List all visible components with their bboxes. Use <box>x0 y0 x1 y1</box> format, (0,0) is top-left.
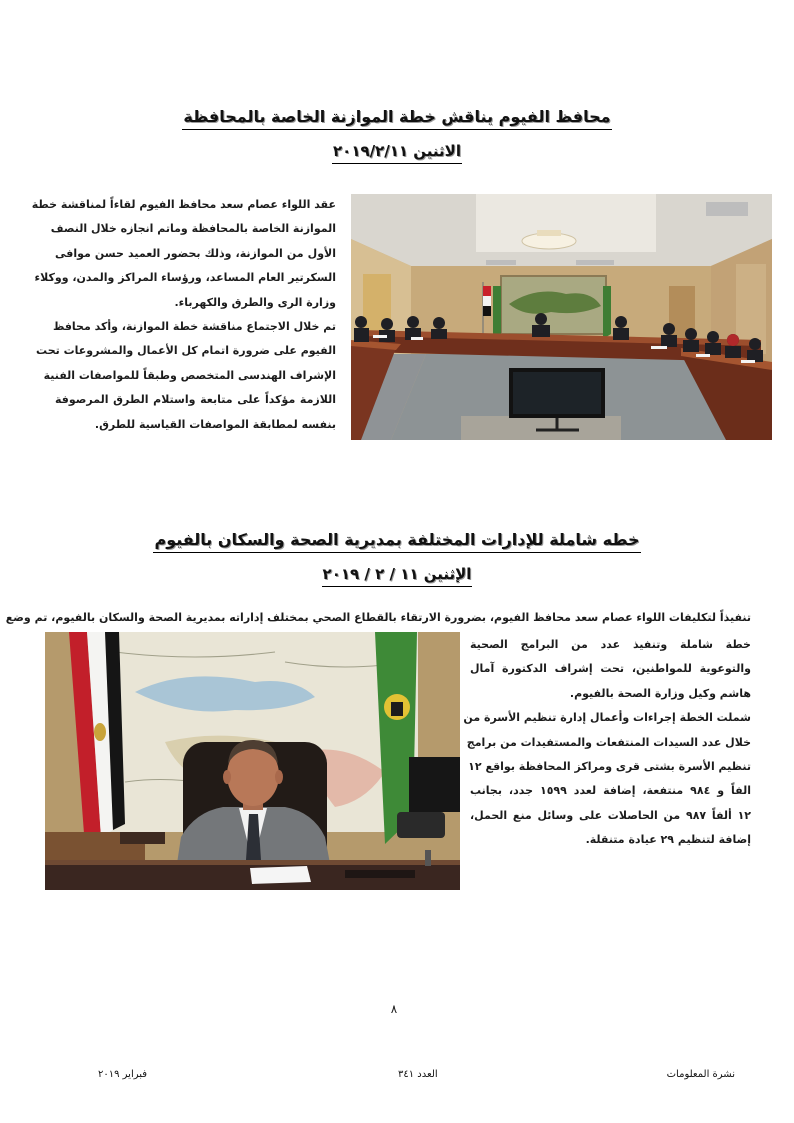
article-1-body <box>31 193 336 437</box>
article-1-line: بنفسه لمطابقة المواصفات القياسية للطرق. <box>94 417 336 431</box>
article-1-title-row <box>0 106 794 130</box>
article-1-line: السكرتير العام المساعد، ورؤساء المراكز والمدن، ووكلاء <box>34 271 336 285</box>
air-vent <box>486 260 516 265</box>
article-2-date-row <box>0 563 794 587</box>
egypt-flag-white <box>483 296 491 306</box>
footer-month: فبراير ٢٠١٩ <box>98 1069 148 1080</box>
green-flag-emblem-center <box>391 702 403 716</box>
article-2-line: خلال عدد السيدات المنتفعات والمستفيدات من برامج <box>466 735 751 749</box>
article-1-title: محافظ الفيوم يناقش خطة الموازنة الخاصة بالمحافظة <box>182 106 611 130</box>
pen-holder <box>425 850 431 866</box>
governor-office-photo <box>45 632 460 890</box>
article-1-date-row <box>0 140 794 164</box>
footer-publication: نشرة المعلومات <box>666 1069 735 1080</box>
monitor-screen <box>513 372 601 414</box>
egypt-flag-eagle <box>94 723 106 741</box>
article-2-title: خطه شاملة للإدارات المختلفة بمديرية الصحة والسكان بالفيوم <box>153 529 640 553</box>
chandelier-top <box>537 230 561 236</box>
meeting-room-photo <box>351 194 772 440</box>
article-2-line: الفاً و ٩٨٤ منتفعة، إضافة لعدد ١٥٩٩ جدد، بجانب <box>470 784 751 798</box>
article-2-line: تنظيم الأسرة بشتى قرى ومراكز المحافظة بواقع ١٢ <box>468 759 751 773</box>
page-number: ٨ <box>390 1002 398 1016</box>
article-1-line: عقد اللواء عصام سعد محافظ الفيوم لقاءاً لمناقشة خطة <box>31 198 336 211</box>
article-2-line: شملت الخطة إجراءات وأعمال إدارة تنظيم الأسرة من <box>463 711 751 725</box>
article-2-lead-line: تنفيذاً لتكليفات اللواء عصام سعد محافظ الفيوم، بضرورة الارتقاء بالقطاع الصحي بمختلف إداراته بمديرية الصحة والسكان بالفيوم، تم وضع <box>5 611 751 624</box>
article-1-line: تم خلال الاجتماع مناقشة خطة الموازنة، وأكد محافظ <box>52 319 336 333</box>
article-2-body <box>463 633 751 853</box>
ear <box>275 770 283 784</box>
egypt-flag-black <box>483 306 491 316</box>
computer-monitor <box>409 757 460 812</box>
article-2-date: الإثنين ١١ / ٢ / ٢٠١٩ <box>322 563 473 587</box>
egypt-flag-red <box>483 286 491 296</box>
article-2-title-row <box>0 529 794 553</box>
article-2-line: والتوعوية للمواطنين، تحت إشراف الدكتورة آمال <box>470 662 751 676</box>
footer-issue: العدد ٣٤١ <box>398 1069 438 1080</box>
article-1-line: الموازنة الخاصة بالمحافظة وماتم انجازه خلال النصف <box>50 222 336 236</box>
article-1-line: اللازمة مؤكداً على متابعة واستلام الطرق المرصوفة <box>55 393 336 407</box>
article-2-line: هاشم وكيل وزارة الصحة بالفيوم. <box>569 686 751 700</box>
carpet-rug <box>461 416 621 440</box>
desk-items <box>345 870 415 878</box>
article-1-line: الأول من الموازنة، وذلك بحضور العميد حسن موافى <box>55 246 336 260</box>
attendee-red <box>727 334 739 346</box>
green-flag <box>603 286 611 339</box>
desk-edge <box>45 860 460 865</box>
article-1-line: الفيوم على ضرورة اتمام كل الأعمال والمشروعات تحت <box>36 344 336 358</box>
article-1-line: وزارة الرى والطرق والكهرباء. <box>174 295 336 309</box>
ear <box>223 770 231 784</box>
meeting-room-illustration <box>351 194 772 440</box>
desk-phone <box>397 812 445 838</box>
governor-office-illustration <box>45 632 460 890</box>
article-1-date: الاثنين ٢٠١٩/٢/١١ <box>332 140 462 164</box>
article-2-line: إضافة لتنظيم ٢٩ عيادة متنقلة. <box>585 833 751 847</box>
green-flag <box>493 286 501 339</box>
article-1-line: الإشراف الهندسى المتخصص وطبقاً للمواصفات الفنية <box>43 368 336 382</box>
article-2-line: خطة شاملة وتنفيذ عدد من البرامج الصحية <box>470 638 751 651</box>
article-2-line: ١٢ ألفاً ٩٨٧ من الحاصلات على وسائل منع الحمل، <box>470 808 751 822</box>
air-vent <box>576 260 614 265</box>
desk-item <box>120 832 165 844</box>
air-vent <box>706 202 748 216</box>
desk-papers <box>250 866 311 884</box>
